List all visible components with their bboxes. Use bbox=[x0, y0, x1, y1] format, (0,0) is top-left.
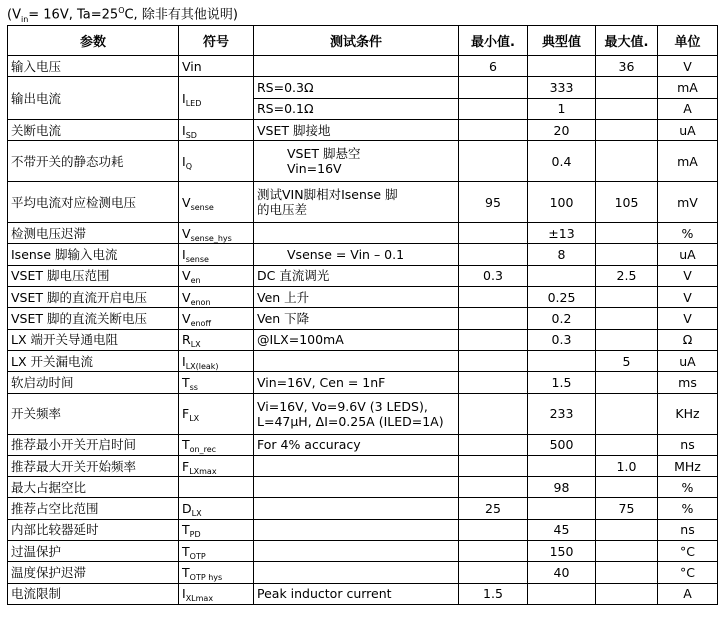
symbol-cell bbox=[179, 477, 254, 498]
typ-cell: 0.3 bbox=[528, 329, 596, 350]
unit-cell: % bbox=[658, 223, 718, 244]
unit-cell: MHz bbox=[658, 455, 718, 476]
typ-cell: 500 bbox=[528, 434, 596, 455]
unit-cell: uA bbox=[658, 244, 718, 265]
typ-cell bbox=[528, 498, 596, 519]
typ-cell: 0.4 bbox=[528, 141, 596, 182]
condition-cell: VSET 脚悬空 Vin=16V bbox=[254, 141, 459, 182]
condition-cell: VSET 脚接地 bbox=[254, 119, 459, 140]
header-unit: 单位 bbox=[658, 26, 718, 56]
table-row bbox=[8, 372, 718, 393]
unit-cell: % bbox=[658, 498, 718, 519]
table-row bbox=[8, 393, 718, 434]
caption-sup: O bbox=[118, 6, 125, 15]
param-cell: Isense 脚输入电流 bbox=[8, 244, 179, 265]
typ-cell bbox=[528, 583, 596, 604]
condition-cell: DC 直流调光 bbox=[254, 265, 459, 286]
header-symbol: 符号 bbox=[179, 26, 254, 56]
param-cell: 平均电流对应检测电压 bbox=[8, 182, 179, 223]
max-cell bbox=[596, 434, 658, 455]
max-cell bbox=[596, 223, 658, 244]
typ-cell: 45 bbox=[528, 519, 596, 540]
symbol-cell: $T_{OTP}$ bbox=[179, 541, 254, 562]
symbol-cell: $V_{sense}$ bbox=[179, 182, 254, 223]
param-cell: 推荐最大开关开始频率 bbox=[8, 455, 179, 476]
min-cell: 1.5 bbox=[459, 583, 528, 604]
max-cell bbox=[596, 562, 658, 583]
param-cell: 温度保护迟滞 bbox=[8, 562, 179, 583]
table-row bbox=[8, 308, 718, 329]
condition-cell bbox=[254, 455, 459, 476]
header-row bbox=[8, 26, 718, 56]
max-cell bbox=[596, 583, 658, 604]
caption-mid: = 16V, Ta=25 bbox=[28, 7, 119, 23]
min-cell: 0.3 bbox=[459, 265, 528, 286]
unit-cell: uA bbox=[658, 119, 718, 140]
condition-cell bbox=[254, 562, 459, 583]
table-row bbox=[8, 244, 718, 265]
min-cell bbox=[459, 244, 528, 265]
unit-cell: V bbox=[658, 287, 718, 308]
typ-cell bbox=[528, 56, 596, 77]
param-cell: 推荐最小开关开启时间 bbox=[8, 434, 179, 455]
symbol-cell: $I_{sense}$ bbox=[179, 244, 254, 265]
condition-cell: Vsense = Vin – 0.1 bbox=[254, 244, 459, 265]
typ-cell: 1.5 bbox=[528, 372, 596, 393]
typ-cell: 20 bbox=[528, 119, 596, 140]
header-max: 最大值. bbox=[596, 26, 658, 56]
table-row bbox=[8, 434, 718, 455]
typ-cell bbox=[528, 265, 596, 286]
symbol-cell: $T_{PD}$ bbox=[179, 519, 254, 540]
unit-cell: mA bbox=[658, 141, 718, 182]
min-cell bbox=[459, 329, 528, 350]
min-cell bbox=[459, 372, 528, 393]
table-row bbox=[8, 77, 718, 98]
condition-cell bbox=[254, 223, 459, 244]
max-cell: 75 bbox=[596, 498, 658, 519]
table-row bbox=[8, 519, 718, 540]
symbol-cell: $V_{enoff}$ bbox=[179, 308, 254, 329]
min-cell: 6 bbox=[459, 56, 528, 77]
max-cell: 36 bbox=[596, 56, 658, 77]
condition-cell bbox=[254, 56, 459, 77]
caption-sub: in bbox=[20, 14, 29, 24]
symbol-cell: $T_{OTP hys}$ bbox=[179, 562, 254, 583]
param-cell: 软启动时间 bbox=[8, 372, 179, 393]
table-row bbox=[8, 141, 718, 182]
unit-cell: % bbox=[658, 477, 718, 498]
typ-cell: 98 bbox=[528, 477, 596, 498]
max-cell: 1.0 bbox=[596, 455, 658, 476]
condition-cell: Ven 下降 bbox=[254, 308, 459, 329]
max-cell bbox=[596, 119, 658, 140]
min-cell bbox=[459, 477, 528, 498]
typ-cell bbox=[528, 350, 596, 371]
table-row bbox=[8, 350, 718, 371]
typ-cell: 0.2 bbox=[528, 308, 596, 329]
min-cell bbox=[459, 455, 528, 476]
symbol-cell: $V_{en}$ bbox=[179, 265, 254, 286]
unit-cell: V bbox=[658, 265, 718, 286]
min-cell bbox=[459, 519, 528, 540]
param-cell: 输出电流 bbox=[8, 77, 179, 120]
max-cell bbox=[596, 98, 658, 119]
max-cell bbox=[596, 477, 658, 498]
unit-cell: ns bbox=[658, 519, 718, 540]
typ-cell: 40 bbox=[528, 562, 596, 583]
min-cell bbox=[459, 119, 528, 140]
param-cell: 关断电流 bbox=[8, 119, 179, 140]
min-cell bbox=[459, 434, 528, 455]
table-row bbox=[8, 541, 718, 562]
typ-cell: 333 bbox=[528, 77, 596, 98]
param-cell: 内部比较器延时 bbox=[8, 519, 179, 540]
symbol-cell: $V_{enon}$ bbox=[179, 287, 254, 308]
param-cell: 过温保护 bbox=[8, 541, 179, 562]
caption-prefix: (V bbox=[7, 7, 21, 23]
symbol-cell: $I_{LX(leak)}$ bbox=[179, 350, 254, 371]
param-cell: 开关频率 bbox=[8, 393, 179, 434]
max-cell bbox=[596, 519, 658, 540]
condition-cell: 测试VIN脚相对Isense 脚 的电压差 bbox=[254, 182, 459, 223]
table-row bbox=[8, 329, 718, 350]
min-cell bbox=[459, 541, 528, 562]
typ-cell bbox=[528, 455, 596, 476]
header-min: 最小值. bbox=[459, 26, 528, 56]
symbol-cell: $R_{LX}$ bbox=[179, 329, 254, 350]
table-row bbox=[8, 56, 718, 77]
symbol-cell: $I_{XLmax}$ bbox=[179, 583, 254, 604]
condition-cell: Peak inductor current bbox=[254, 583, 459, 604]
unit-cell: °C bbox=[658, 562, 718, 583]
param-cell: VSET 脚的直流关断电压 bbox=[8, 308, 179, 329]
symbol-cell: $I_{LED}$ bbox=[179, 77, 254, 120]
min-cell bbox=[459, 223, 528, 244]
table-row bbox=[8, 287, 718, 308]
header-typ: 典型值 bbox=[528, 26, 596, 56]
table-row bbox=[8, 477, 718, 498]
max-cell: 5 bbox=[596, 350, 658, 371]
param-cell: 电流限制 bbox=[8, 583, 179, 604]
max-cell bbox=[596, 329, 658, 350]
symbol-cell: $F_{LXmax}$ bbox=[179, 455, 254, 476]
typ-cell: 0.25 bbox=[528, 287, 596, 308]
param-cell: 最大占据空比 bbox=[8, 477, 179, 498]
symbol-cell: $T_{on\_rec}$ bbox=[179, 434, 254, 455]
typ-cell: 100 bbox=[528, 182, 596, 223]
unit-cell: °C bbox=[658, 541, 718, 562]
max-cell: 105 bbox=[596, 182, 658, 223]
min-cell bbox=[459, 141, 528, 182]
header-param: 参数 bbox=[8, 26, 179, 56]
condition-cell: RS=0.1Ω bbox=[254, 98, 459, 119]
symbol-cell: $T_{ss}$ bbox=[179, 372, 254, 393]
table-row bbox=[8, 455, 718, 476]
table-row bbox=[8, 119, 718, 140]
symbol-cell: $V_{sense\_hys}$ bbox=[179, 223, 254, 244]
table-row bbox=[8, 562, 718, 583]
unit-cell: Ω bbox=[658, 329, 718, 350]
unit-cell: mA bbox=[658, 77, 718, 98]
condition-cell: @ILX=100mA bbox=[254, 329, 459, 350]
param-cell: VSET 脚电压范围 bbox=[8, 265, 179, 286]
max-cell bbox=[596, 372, 658, 393]
condition-cell: Vi=16V, Vo=9.6V (3 LEDS), L=47μH, ΔI=0.25A (ILED=1A) bbox=[254, 393, 459, 434]
max-cell bbox=[596, 77, 658, 98]
condition-cell bbox=[254, 498, 459, 519]
table-row bbox=[8, 223, 718, 244]
max-cell bbox=[596, 393, 658, 434]
table-row bbox=[8, 265, 718, 286]
condition-cell: RS=0.3Ω bbox=[254, 77, 459, 98]
unit-cell: uA bbox=[658, 350, 718, 371]
condition-cell bbox=[254, 519, 459, 540]
max-cell bbox=[596, 308, 658, 329]
condition-cell bbox=[254, 541, 459, 562]
min-cell bbox=[459, 77, 528, 98]
symbol-cell: Vin bbox=[179, 56, 254, 77]
condition-cell bbox=[254, 477, 459, 498]
min-cell bbox=[459, 350, 528, 371]
unit-cell: V bbox=[658, 308, 718, 329]
caption-suffix: C, 除非有其他说明) bbox=[124, 7, 238, 23]
typ-cell: 233 bbox=[528, 393, 596, 434]
typ-cell: 1 bbox=[528, 98, 596, 119]
typ-cell: 8 bbox=[528, 244, 596, 265]
condition-cell bbox=[254, 350, 459, 371]
table-row bbox=[8, 498, 718, 519]
min-cell bbox=[459, 308, 528, 329]
symbol-cell: $I_{SD}$ bbox=[179, 119, 254, 140]
spec-table bbox=[7, 25, 718, 605]
min-cell bbox=[459, 562, 528, 583]
min-cell bbox=[459, 393, 528, 434]
min-cell bbox=[459, 98, 528, 119]
unit-cell: A bbox=[658, 583, 718, 604]
symbol-cell: $F_{LX}$ bbox=[179, 393, 254, 434]
unit-cell: ns bbox=[658, 434, 718, 455]
param-cell: LX 开关漏电流 bbox=[8, 350, 179, 371]
max-cell: 2.5 bbox=[596, 265, 658, 286]
typ-cell: 150 bbox=[528, 541, 596, 562]
min-cell bbox=[459, 287, 528, 308]
condition-cell: For 4% accuracy bbox=[254, 434, 459, 455]
unit-cell: V bbox=[658, 56, 718, 77]
param-cell: 不带开关的静态功耗 bbox=[8, 141, 179, 182]
typ-cell: ±13 bbox=[528, 223, 596, 244]
table-row bbox=[8, 182, 718, 223]
condition-cell: Ven 上升 bbox=[254, 287, 459, 308]
max-cell bbox=[596, 244, 658, 265]
param-cell: 推荐占空比范围 bbox=[8, 498, 179, 519]
max-cell bbox=[596, 141, 658, 182]
table-row bbox=[8, 583, 718, 604]
param-cell: 检测电压迟滞 bbox=[8, 223, 179, 244]
symbol-cell: $I_Q$ bbox=[179, 141, 254, 182]
symbol-cell: $D_{LX}$ bbox=[179, 498, 254, 519]
param-cell: VSET 脚的直流开启电压 bbox=[8, 287, 179, 308]
max-cell bbox=[596, 287, 658, 308]
unit-cell: KHz bbox=[658, 393, 718, 434]
param-cell: LX 端开关导通电阻 bbox=[8, 329, 179, 350]
unit-cell: mV bbox=[658, 182, 718, 223]
header-condition: 测试条件 bbox=[254, 26, 459, 56]
unit-cell: ms bbox=[658, 372, 718, 393]
unit-cell: A bbox=[658, 98, 718, 119]
min-cell: 95 bbox=[459, 182, 528, 223]
param-cell: 输入电压 bbox=[8, 56, 179, 77]
max-cell bbox=[596, 541, 658, 562]
condition-cell: Vin=16V, Cen = 1nF bbox=[254, 372, 459, 393]
min-cell: 25 bbox=[459, 498, 528, 519]
